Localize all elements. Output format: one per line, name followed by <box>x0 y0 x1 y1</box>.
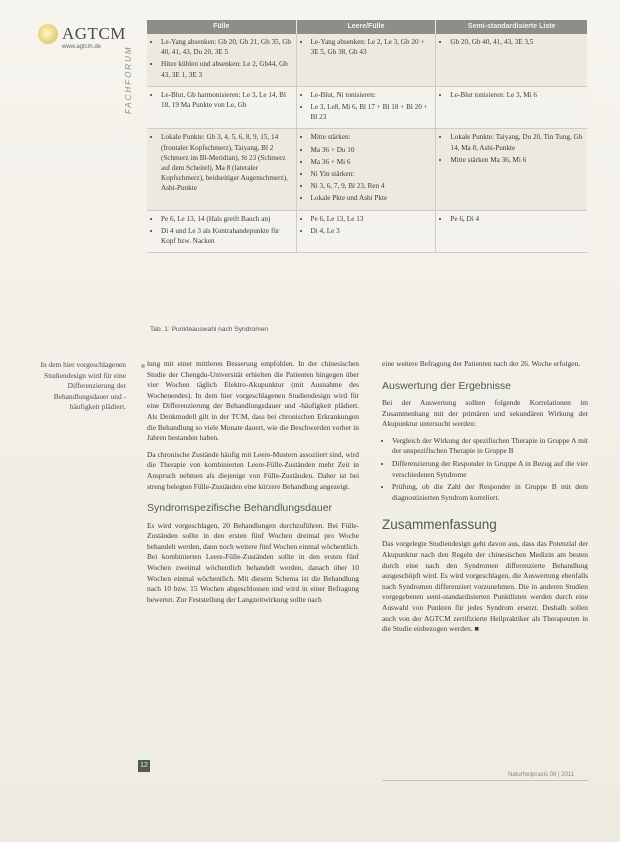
list-item: • Differenzierung der Responder in Gruppe A in Bezug auf die vier verschiedenen Syndrome <box>392 459 588 480</box>
marker-dot-icon <box>141 364 145 368</box>
table-cell-item: • Lokale Punkte: Gb 3, 4, 5, 6, 8, 9, 15, 14 (frontaler Kopfschmerz), Taiyang, Bl 2 (Schmerz im Bl-Meridian), St 23 (Schmerz auf dem Scheitel), Ma 8 (lateraler Kopfschmerz), beidseitiger Augenschmerz), Ashi-Punkte <box>161 132 292 193</box>
table-cell-item: • Pe 6, Di 4 <box>450 214 583 224</box>
paragraph: Es wird vorgeschlagen, 20 Behandlungen durchzuführen. Bei Fülle-Zuständen sollte in den ersten fünf Wochen dreimal pro Woche behandelt werden, dann noch weitere fünf Wochen einmal wöchentlich. Bei kombinierten Leere-Fülle-Zuständen sollte in den ersten fünf Wochen zweimal wöchentlich behandelt werden, danach über 10 Wochen einmal wöchentlich. Mit diesem Schema ist die Behandlung nach 10 bzw. 15 Wochen abgeschlossen und wird in einer Befragung bewertet. Zur Feststellung der Langzeitwirkung sollte nach <box>147 520 359 604</box>
table-cell-item: • Pe 6, Le 13, Le 13 <box>311 214 432 224</box>
table-cell-item: • Le-Blut, Gb harmonisieren: Le 3, Le 14, Bl 18, 19 Ma Punkte von Le, Gb <box>161 90 292 110</box>
paragraph: eine weitere Befragung der Patienten nach der 26. Woche erfolgen. <box>382 359 581 368</box>
table-cell-item: • Lokale Pkte und Ashi Pkte <box>311 193 432 203</box>
points-table <box>147 20 587 253</box>
table-cell-item: • Le-Yang absenken: Le 2, Le 3, Gb 20 + 3E 5, Gb 38, Gb 43 <box>311 37 432 57</box>
section-label: FACHFORUM <box>124 45 133 114</box>
table-cell-item: • Ma 36 + Mi 6 <box>311 157 432 167</box>
text-column-left <box>147 359 359 611</box>
table-cell <box>147 129 296 210</box>
table-cell-item: • Hitze kühlen und absenken: Le 2, Gb44, Gb 43, 3E 1, 3E 3 <box>161 59 292 79</box>
heading-auswertung: Auswertung der Ergebnisse <box>382 379 511 392</box>
table-cell-item: • Gb 20, Gb 40, 41, 43, 3E 3,5 <box>450 37 583 47</box>
paragraph: Das vorgelegte Studiendesign geht davon aus, dass das Potenzial der Akupunktur nach den Regeln der chinesischen Medizin am besten durch eine nach den Syndromen differenzierte Behandlung ausgeschöpft wird. Es wird vorgeschlagen, die Auswertung ebenfalls nach Syndromen differenziert vorzunehmen. Die in anderen Studien vorgegebenen semi-standardisierten Punktlisten werden durch eine Auswahl von Punkten für jedes Syndrom ersetzt. Deshalb sollen auch von der AGTCM zertifizierte Heilpraktiker als Therapeuten in die Studie einbezogen werden. ■ <box>382 539 588 634</box>
table-cell <box>436 86 587 129</box>
table-header-leere-fuelle: Leere/Fülle <box>296 20 436 34</box>
table-cell-item: • Pe 6, Le 13, 14 (Hals greift Bauch an) <box>161 214 292 224</box>
table-cell-item: • Le-Blut tonisieren: Le 3, Mi 6 <box>450 90 583 100</box>
footer-journal: Naturheilpraxis 08 | 2011 <box>508 772 575 778</box>
table-cell <box>436 210 587 253</box>
table-cell <box>436 34 587 86</box>
heading-behandlungsdauer: Syndromspezifische Behandlungsdauer <box>147 502 333 515</box>
table-cell-item: • Ni Yin stärken: <box>311 169 432 179</box>
table-cell-item: • Mitte stärken Ma 36, Mi 6 <box>450 155 583 165</box>
table-cell-item: • Ni 3, 6, 7, 9, Bl 23, Ren 4 <box>311 181 432 191</box>
table-cell-item: • Ma 36 + Du 10 <box>311 145 432 155</box>
table-cell <box>147 210 296 253</box>
table-row <box>147 86 587 129</box>
table-cell <box>296 86 436 129</box>
table-cell-item: • Mitte stärken: <box>311 132 432 142</box>
table-cell-item: • Le-Yang absenken: Gb 20, Gb 21, Gb 35, Gb 40, 41, 43, Du 20, 3E 5 <box>161 37 292 57</box>
table-row <box>147 34 587 86</box>
table-row <box>147 129 587 210</box>
table-cell <box>296 129 436 210</box>
table-cell-item: • Le 3, Le8, Mi 6, Bl 17 + Bl 18 + Bl 20 + Bl 23 <box>311 102 432 122</box>
page-number: 12 <box>138 760 150 772</box>
table-header-semi-standard: Semi-standardisierte Liste <box>436 20 587 34</box>
text-column-right <box>382 359 588 641</box>
table-cell <box>147 86 296 129</box>
table-caption: Tab. 1: Punkteauswahl nach Syndromen <box>150 326 269 333</box>
side-note: In dem hier vorgeschlagenen Studiendesign wird für eine Differenzierung der Behandlungsdauer und -häufigkeit plädiert. <box>40 360 126 411</box>
table-header-fuelle: Fülle <box>147 20 296 34</box>
logo-url[interactable]: www.agtcm.de <box>62 44 102 50</box>
paragraph: lung mit einer mittleren Besserung empfohlen. In der chinesischen Studie der Chengdu-Universität erhielten die Patienten hingegen über vier Wochen täglich Elektro-Akupunktur (mit Ausnahme des Wochenendes). In dem hier vorgeschlagenen Studiendesign wird für eine Differenzierung der Behandlungsdauer und -häufigkeit plädiert. Als Denkmodell gilt in der TCM, dass bei chronischen Erkrankungen die Behandlung so viele Monate dauert, wie die Beschwerden vorher in Jahren bestanden haben. <box>147 359 359 443</box>
table-cell <box>147 34 296 86</box>
footer-divider <box>382 780 588 781</box>
table-cell <box>296 210 436 253</box>
logo-emblem-icon <box>38 24 58 44</box>
table-cell <box>296 34 436 86</box>
table-cell-item: • Le-Blut, Ni tonisieren: <box>311 90 432 100</box>
paragraph: Bei der Auswertung sollten folgende Korrelationen im Zusammenhang mit der primären und sekundären Wirkung der Akupunktur untersucht werden: <box>382 398 588 429</box>
heading-zusammenfassung: Zusammenfassung <box>382 517 497 533</box>
table-cell-item: • Lokale Punkte: Taiyang, Du 20, Tin Tung, Gb 14, Ma 8, Ashi-Punkte <box>450 132 583 152</box>
list-item: • Prüfung, ob die Zahl der Responder in Gruppe B mit dem diagnostizierten Syndrom korreliert. <box>392 482 588 503</box>
paragraph: Da chronische Zustände häufig mit Leere-Mustern assoziiert sind, wird die Therapie von kombinierten Leere-Fülle-Zuständen mehr Zeit in Anspruch nehmen als diejenige von Fülle-Zuständen. Daher ist bei streng belegten Fülle-Zuständen eine kürzere Behandlung angezeigt. <box>147 449 359 491</box>
bullet-list <box>382 436 588 504</box>
table-cell-item: • Di 4, Le 3 <box>311 226 432 236</box>
logo-name: AGTCM <box>62 24 126 43</box>
table-row <box>147 210 587 253</box>
table-cell-item: • Di 4 und Le 3 als Kontrahandepunkte für Kopf bzw. Nacken <box>161 226 292 246</box>
list-item: • Vergleich der Wirkung der spezifischen Therapie in Gruppe A mit der unspezifischen Therapie in Gruppe B <box>392 436 588 457</box>
table-cell <box>436 129 587 210</box>
